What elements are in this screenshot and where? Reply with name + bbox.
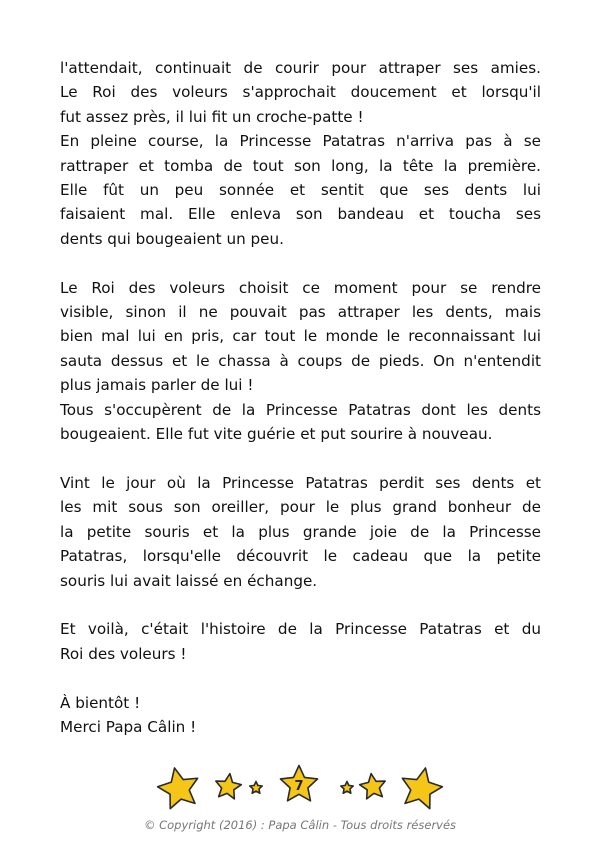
text-line: Merci Papa Câlin ! (60, 717, 197, 736)
text-line: plus jamais parler de lui ! (60, 376, 254, 395)
text-line: faisaient mal. Elle enleva son bandeau et toucha ses (60, 205, 541, 224)
text-line: Et voilà, c'était l'histoire de la Princesse Patatras et du (60, 620, 541, 639)
text-line: souris lui avait laissé en échange. (60, 571, 318, 590)
text-line: Patatras, lorsqu'elle découvrit le cadeau que la petite (60, 547, 541, 566)
paragraph (60, 398, 541, 447)
page-number: 7 (294, 779, 304, 794)
text-line: Vint le jour où la Princesse Patatras perdit ses dents et (60, 473, 541, 492)
paragraph (60, 56, 541, 129)
text-line: bougeaient. Elle fut vite guérie et put sourire à nouveau. (60, 425, 493, 444)
text-line: Le Roi des voleurs s'approchait doucement et lorsqu'il (60, 83, 541, 102)
star-decoration (0, 764, 600, 814)
star-icon (248, 780, 264, 796)
text-line: Elle fût un peu sonnée et sentit que ses dents lui (60, 181, 541, 200)
paragraph (60, 471, 541, 593)
text-line: sauta dessus et le chassa à coups de pieds. On n'entendit (60, 351, 541, 370)
text-line: les mit sous son oreiller, pour le plus grand bonheur de (60, 498, 541, 517)
text-line: la petite souris et la plus grande joie de la Princesse (60, 522, 541, 541)
star-icon (156, 766, 202, 812)
text-line: Roi des voleurs ! (60, 644, 187, 663)
paragraph (60, 129, 541, 251)
text-line: En pleine course, la Princesse Patatras n'arriva pas à se (60, 132, 541, 151)
paragraph (60, 617, 541, 666)
star-icon (339, 780, 355, 796)
text-line: Tous s'occupèrent de la Princesse Patatras dont les dents (60, 400, 541, 419)
text-line: Le Roi des voleurs choisit ce moment pour se rendre (60, 278, 541, 297)
star-icon (398, 766, 444, 812)
text-line: visible, sinon il ne pouvait pas attraper les dents, mais (60, 303, 541, 322)
page-number-star (278, 764, 320, 806)
paragraph (60, 691, 541, 740)
text-line: fut assez près, il lui fit un croche-patte ! (60, 107, 364, 126)
text-line: dents qui bougeaient un peu. (60, 229, 284, 248)
star-icon (358, 772, 388, 802)
story-text (60, 56, 541, 739)
paragraph (60, 276, 541, 398)
text-line: rattraper et tomba de tout son long, la tête la première. (60, 156, 541, 175)
text-line: l'attendait, continuait de courir pour attraper ses amies. (60, 59, 541, 77)
copyright-notice: © Copyright (2016) : Papa Câlin - Tous droits réservés (143, 818, 457, 832)
text-line: À bientôt ! (60, 693, 141, 712)
star-icon (213, 772, 243, 802)
text-line: bien mal lui en pris, car tout le monde le reconnaissant lui (60, 327, 541, 346)
